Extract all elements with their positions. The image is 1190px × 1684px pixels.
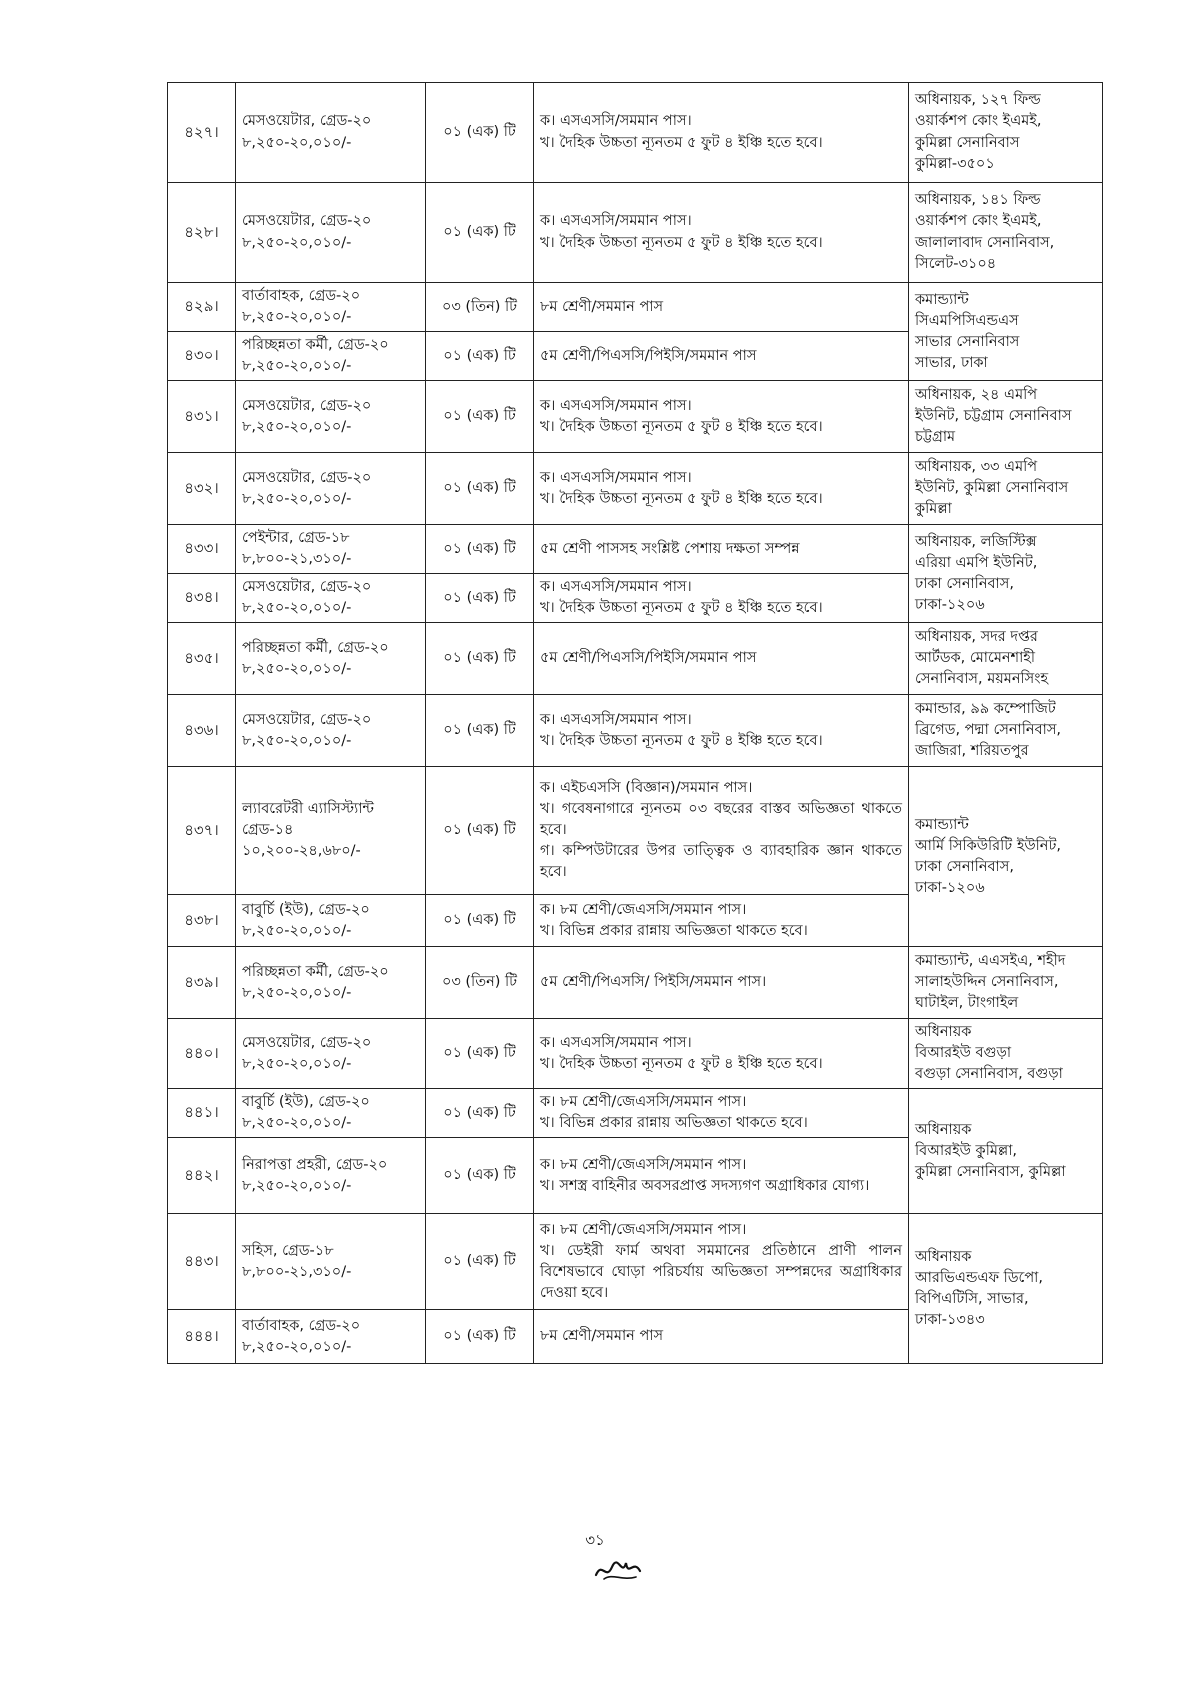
cell-line: ক। এইচএসসি (বিজ্ঞান)/সমমান পাস। (540, 780, 753, 797)
cell-line: ৫ম শ্রেণী/পিএসসি/ পিইসি/সমমান পাস। (540, 974, 767, 991)
cell-line: অধিনায়ক, সদর দপ্তর (915, 629, 1038, 646)
qualification-cell (534, 381, 909, 453)
cell-line: ক। ৮ম শ্রেণী/জেএসসি/সমমান পাস। (540, 901, 747, 918)
cell-line: পরিচ্ছন্নতা কর্মী, গ্রেড-২০ (242, 639, 389, 656)
cell-line: ৫ম শ্রেণী/পিএসসি/পিইসি/সমমান পাস (540, 650, 757, 667)
document-body (167, 82, 1102, 1364)
office-cell (909, 1089, 1103, 1214)
cell-line: বিপিএটিসি, সাভার, (915, 1290, 1029, 1307)
cell-line: কুমিল্লা (915, 501, 952, 518)
cell-line: কমান্ড্যান্ট (915, 816, 969, 833)
table-row (168, 1214, 1103, 1310)
table-row (168, 1089, 1103, 1138)
serial-cell: ৪৩১। (168, 381, 236, 453)
cell-line: ঘাটাইল, টাংগাইল (915, 995, 1019, 1012)
qualification-cell (534, 767, 909, 895)
count-cell: ০৩ (তিন) টি (426, 283, 534, 332)
table-row (168, 1019, 1103, 1089)
cell-line: নিরাপত্তা প্রহরী, গ্রেড-২০ (242, 1156, 388, 1173)
qualification-cell (534, 183, 909, 283)
cell-line: কমান্ডার, ৯৯ কম্পোজিট (915, 701, 1056, 718)
cell-line: ৫ম শ্রেণী/পিএসসি/পিইসি/সমমান পাস (540, 347, 757, 364)
serial-cell: ৪৩৩। (168, 525, 236, 574)
qualification-cell (534, 332, 909, 381)
office-cell (909, 283, 1103, 381)
count-cell: ০১ (এক) টি (426, 453, 534, 525)
signature-mark (592, 1551, 644, 1587)
cell-line: ৮ম শ্রেণী/সমমান পাস (540, 298, 664, 315)
serial-cell: ৪২৮। (168, 183, 236, 283)
cell-line: সাভার সেনানিবাস (915, 333, 1020, 350)
cell-line: ৮,৮০০-২১,৩১০/- (242, 1263, 352, 1280)
serial-cell: ৪৩০। (168, 332, 236, 381)
serial-cell: ৪৩৪। (168, 574, 236, 623)
table-row (168, 767, 1103, 895)
qualification-cell (534, 83, 909, 183)
cell-line: খ। গবেষনাগারে ন্যূনতম ০৩ বছরের বাস্তব অভিজ্ঞতা থাকতে হবে। (540, 801, 902, 839)
cell-line: ৮,২৫০-২০,০১০/- (242, 922, 352, 939)
cell-line: খ। দৈহিক উচ্চতা ন্যূনতম ৫ ফুট ৪ ইঞ্চি হতে হবে। (540, 134, 823, 151)
qualification-cell (534, 453, 909, 525)
cell-line: ৮,২৫০-২০,০১০/- (242, 358, 352, 375)
cell-line: ৮,২৫০-২০,০১০/- (242, 1055, 352, 1072)
cell-line: বিআরইউ বগুড়া (915, 1045, 1012, 1062)
post-cell (236, 83, 426, 183)
cell-line: খ। দৈহিক উচ্চতা ন্যূনতম ৫ ফুট ৪ ইঞ্চি হতে হবে। (540, 418, 823, 435)
cell-line: ৮,২৫০-২০,০১০/- (242, 1338, 352, 1355)
count-cell: ০১ (এক) টি (426, 1138, 534, 1214)
serial-cell: ৪৩৭। (168, 767, 236, 895)
cell-line: গ্রেড-১৪ (242, 822, 294, 839)
cell-line: খ। বিভিন্ন প্রকার রান্নায় অভিজ্ঞতা থাকতে হবে। (540, 1115, 808, 1132)
table-row (168, 183, 1103, 283)
cell-line: মেসওয়েটার, গ্রেড-২০ (242, 469, 372, 486)
count-cell: ০১ (এক) টি (426, 332, 534, 381)
table-row (168, 83, 1103, 183)
qualification-cell (534, 1089, 909, 1138)
cell-line: ওয়ার্কশপ কোং ইএমই, (915, 113, 1042, 130)
office-cell (909, 381, 1103, 453)
count-cell: ০১ (এক) টি (426, 83, 534, 183)
office-cell (909, 183, 1103, 283)
cell-line: ৮,২৫০-২০,০১০/- (242, 1115, 352, 1132)
cell-line: সাভার, ঢাকা (915, 354, 988, 371)
post-cell (236, 623, 426, 695)
cell-line: বিআরইউ কুমিল্লা, (915, 1142, 1018, 1159)
count-cell: ০১ (এক) টি (426, 1310, 534, 1364)
cell-line: ক। এসএসসি/সমমান পাস। (540, 397, 692, 414)
cell-line: ৮,৮০০-২১,৩১০/- (242, 551, 352, 568)
cell-line: ৮,২৫০-২০,০১০/- (242, 134, 352, 151)
cell-line: জালালাবাদ সেনানিবাস, (915, 234, 1055, 251)
qualification-cell (534, 1214, 909, 1310)
cell-line: ক। এসএসসি/সমমান পাস। (540, 579, 692, 596)
cell-line: বাবুর্চি (ইউ), গ্রেড-২০ (242, 901, 370, 918)
post-cell (236, 1138, 426, 1214)
qualification-cell (534, 1138, 909, 1214)
cell-line: সেনানিবাস, ময়মনসিংহ (915, 671, 1049, 688)
qualification-cell (534, 623, 909, 695)
post-cell (236, 767, 426, 895)
cell-line: কমান্ড্যান্ট (915, 291, 969, 308)
cell-line: অধিনায়ক (915, 1024, 972, 1041)
cell-line: পরিচ্ছন্নতা কর্মী, গ্রেড-২০ (242, 963, 389, 980)
cell-line: আর্মি সিকিউরিটি ইউনিট, (915, 837, 1061, 854)
qualification-cell (534, 283, 909, 332)
cell-line: খ। দৈহিক উচ্চতা ন্যূনতম ৫ ফুট ৪ ইঞ্চি হতে হবে। (540, 234, 823, 251)
post-cell (236, 1310, 426, 1364)
cell-line: পরিচ্ছন্নতা কর্মী, গ্রেড-২০ (242, 337, 389, 354)
cell-line: অধিনায়ক, ১২৭ ফিল্ড (915, 92, 1041, 109)
cell-line: বগুড়া সেনানিবাস, বগুড়া (915, 1066, 1063, 1083)
cell-line: ৮,২৫০-২০,০১০/- (242, 490, 352, 507)
qualification-cell (534, 1019, 909, 1089)
cell-line: ক। ৮ম শ্রেণী/জেএসসি/সমমান পাস। (540, 1221, 747, 1238)
cell-line: ৮,২৫০-২০,০১০/- (242, 418, 352, 435)
count-cell: ০১ (এক) টি (426, 381, 534, 453)
cell-line: ঢাকা-১২০৬ (915, 879, 985, 896)
cell-line: ৮,২৫০-২০,০১০/- (242, 732, 352, 749)
count-cell: ০১ (এক) টি (426, 183, 534, 283)
cell-line: জাজিরা, শরিয়তপুর (915, 743, 1029, 760)
table-row (168, 947, 1103, 1019)
cell-line: চট্টগ্রাম (915, 429, 956, 446)
page-number: ৩১ (585, 1531, 605, 1549)
cell-line: গ। কম্পিউটারের উপর তাত্ত্বিক ও ব্যাবহারিক জ্ঞান থাকতে হবে। (540, 843, 902, 881)
cell-line: ৮,২৫০-২০,০১০/- (242, 600, 352, 617)
serial-cell: ৪৪১। (168, 1089, 236, 1138)
count-cell: ০৩ (তিন) টি (426, 947, 534, 1019)
count-cell: ০১ (এক) টি (426, 767, 534, 895)
office-cell (909, 1214, 1103, 1364)
post-cell (236, 695, 426, 767)
cell-line: ঢাকা-১৩৪৩ (915, 1311, 985, 1328)
cell-line: অধিনায়ক (915, 1121, 972, 1138)
serial-cell: ৪৪২। (168, 1138, 236, 1214)
qualification-cell (534, 895, 909, 947)
office-cell (909, 767, 1103, 947)
table-row (168, 453, 1103, 525)
office-cell (909, 83, 1103, 183)
count-cell: ০১ (এক) টি (426, 623, 534, 695)
office-cell (909, 453, 1103, 525)
cell-line: অধিনায়ক (915, 1248, 972, 1265)
cell-line: এরিয়া এমপি ইউনিট, (915, 554, 1038, 571)
post-cell (236, 1089, 426, 1138)
cell-line: সিএমপিসিএন্ডএস (915, 312, 1019, 329)
cell-line: বার্তাবাহক, গ্রেড-২০ (242, 288, 361, 304)
post-cell (236, 1214, 426, 1310)
cell-line: খ। দৈহিক উচ্চতা ন্যূনতম ৫ ফুট ৪ ইঞ্চি হতে হবে। (540, 732, 823, 749)
cell-line: ইউনিট, কুমিল্লা সেনানিবাস (915, 480, 1069, 497)
serial-cell: ৪৪০। (168, 1019, 236, 1089)
serial-cell: ৪৪৩। (168, 1214, 236, 1310)
office-cell (909, 695, 1103, 767)
cell-line: খ। বিভিন্ন প্রকার রান্নায় অভিজ্ঞতা থাকতে হবে। (540, 922, 808, 939)
serial-cell: ৪৩৫। (168, 623, 236, 695)
post-cell (236, 574, 426, 623)
post-cell (236, 453, 426, 525)
serial-cell: ৪২৯। (168, 283, 236, 332)
cell-line: ৮,২৫০-২০,০১০/- (242, 1177, 352, 1194)
cell-line: আরভিএন্ডএফ ডিপো, (915, 1269, 1043, 1286)
qualification-cell (534, 947, 909, 1019)
cell-line: ৮,২৫০-২০,০১০/- (242, 984, 352, 1001)
cell-line: অধিনায়ক, ১৪১ ফিল্ড (915, 192, 1041, 209)
cell-line: ১০,২০০-২৪,৬৮০/- (242, 843, 361, 860)
cell-line: ঢাকা সেনানিবাস, (915, 858, 1014, 875)
cell-line: ক। এসএসসি/সমমান পাস। (540, 1034, 692, 1051)
table-row (168, 381, 1103, 453)
cell-line: কুমিল্লা সেনানিবাস, কুমিল্লা (915, 1163, 1066, 1180)
cell-line: মেসওয়েটার, গ্রেড-২০ (242, 113, 372, 130)
office-cell (909, 623, 1103, 695)
count-cell: ০১ (এক) টি (426, 1089, 534, 1138)
cell-line: ব্রিগেড, পদ্মা সেনানিবাস, (915, 722, 1062, 739)
cell-line: কুমিল্লা-৩৫০১ (915, 155, 995, 172)
cell-line: আর্টডক, মোমেনশাহী (915, 650, 1036, 667)
cell-line: সালাহউদ্দিন সেনানিবাস, (915, 974, 1059, 991)
cell-line: ৮,২৫০-২০,০১০/- (242, 234, 352, 251)
table-row (168, 623, 1103, 695)
cell-line: ইউনিট, চট্টগ্রাম সেনানিবাস (915, 408, 1072, 425)
cell-line: মেসওয়েটার, গ্রেড-২০ (242, 1034, 372, 1051)
cell-line: ক। এসএসসি/সমমান পাস। (540, 113, 692, 130)
cell-line: ৮ম শ্রেণী/সমমান পাস (540, 1328, 664, 1345)
qualification-cell (534, 695, 909, 767)
post-cell (236, 895, 426, 947)
post-cell (236, 332, 426, 381)
count-cell: ০১ (এক) টি (426, 1214, 534, 1310)
post-cell (236, 947, 426, 1019)
cell-line: অধিনায়ক, লজিস্টিক্স (915, 533, 1037, 550)
office-cell (909, 947, 1103, 1019)
serial-cell: ৪৪৪। (168, 1310, 236, 1364)
count-cell: ০১ (এক) টি (426, 895, 534, 947)
qualification-cell (534, 1310, 909, 1364)
cell-line: সিলেট-৩১০৪ (915, 255, 997, 272)
count-cell: ০১ (এক) টি (426, 1019, 534, 1089)
table-row (168, 283, 1103, 332)
office-cell (909, 1019, 1103, 1089)
office-cell (909, 525, 1103, 623)
cell-line: খ। দৈহিক উচ্চতা ন্যূনতম ৫ ফুট ৪ ইঞ্চি হতে হবে। (540, 490, 823, 507)
cell-line: ঢাকা-১২০৬ (915, 596, 985, 613)
count-cell: ০১ (এক) টি (426, 695, 534, 767)
cell-line: খ। দৈহিক উচ্চতা ন্যূনতম ৫ ফুট ৪ ইঞ্চি হতে হবে। (540, 1055, 823, 1072)
cell-line: ঢাকা সেনানিবাস, (915, 575, 1014, 592)
vacancy-table (167, 82, 1103, 1364)
table-row (168, 525, 1103, 574)
post-cell (236, 283, 426, 332)
cell-line: মেসওয়েটার, গ্রেড-২০ (242, 579, 372, 596)
cell-line: ৫ম শ্রেণী পাসসহ সংশ্লিষ্ট পেশায় দক্ষতা সম্পন্ন (540, 540, 800, 557)
cell-line: ক। ৮ম শ্রেণী/জেএসসি/সমমান পাস। (540, 1156, 747, 1173)
serial-cell: ৪২৭। (168, 83, 236, 183)
serial-cell: ৪৩৯। (168, 947, 236, 1019)
cell-line: খ। ডেইরী ফার্ম অথবা সমমানের প্রতিষ্ঠানে প্রাণী পালন বিশেষভাবে ঘোড়া পরিচর্যায় অভিজ্ঞতা সম্পন্নদের অগ্রাধিকার দেওয়া হবে। (540, 1242, 902, 1301)
cell-line: অধিনায়ক, ২৪ এমপি (915, 387, 1038, 404)
cell-line: কমান্ড্যান্ট, এএসইএ, শহীদ (915, 953, 1066, 970)
cell-line: অধিনায়ক, ৩৩ এমপি (915, 459, 1038, 476)
qualification-cell (534, 574, 909, 623)
cell-line: পেইন্টার, গ্রেড-১৮ (242, 530, 350, 547)
cell-line: খ। সশস্ত্র বাহিনীর অবসরপ্রাপ্ত সদস্যগণ অগ্রাধিকার যোগ্য। (540, 1177, 870, 1194)
post-cell (236, 525, 426, 574)
post-cell (236, 381, 426, 453)
cell-line: মেসওয়েটার, গ্রেড-২০ (242, 397, 372, 414)
serial-cell: ৪৩৬। (168, 695, 236, 767)
cell-line: বার্তাবাহক, গ্রেড-২০ (242, 1317, 361, 1334)
cell-line: ৮,২৫০-২০,০১০/- (242, 660, 352, 677)
cell-line: ক। ৮ম শ্রেণী/জেএসসি/সমমান পাস। (540, 1094, 747, 1111)
cell-line: সহিস, গ্রেড-১৮ (242, 1242, 334, 1259)
cell-line: মেসওয়েটার, গ্রেড-২০ (242, 711, 372, 728)
post-cell (236, 183, 426, 283)
cell-line: ল্যাবরেটরী এ্যাসিস্ট্যান্ট (242, 801, 374, 818)
cell-line: ক। এসএসসি/সমমান পাস। (540, 213, 692, 230)
cell-line: মেসওয়েটার, গ্রেড-২০ (242, 213, 372, 230)
table-row (168, 695, 1103, 767)
qualification-cell (534, 525, 909, 574)
count-cell: ০১ (এক) টি (426, 525, 534, 574)
serial-cell: ৪৩৮। (168, 895, 236, 947)
cell-line: ৮,২৫০-২০,০১০/- (242, 309, 352, 326)
cell-line: ক। এসএসসি/সমমান পাস। (540, 469, 692, 486)
count-cell: ০১ (এক) টি (426, 574, 534, 623)
cell-line: কুমিল্লা সেনানিবাস (915, 134, 1020, 151)
cell-line: ক। এসএসসি/সমমান পাস। (540, 711, 692, 728)
serial-cell: ৪৩২। (168, 453, 236, 525)
cell-line: বাবুর্চি (ইউ), গ্রেড-২০ (242, 1094, 370, 1111)
post-cell (236, 1019, 426, 1089)
cell-line: খ। দৈহিক উচ্চতা ন্যূনতম ৫ ফুট ৪ ইঞ্চি হতে হবে। (540, 600, 823, 617)
cell-line: ওয়ার্কশপ কোং ইএমই, (915, 213, 1042, 230)
